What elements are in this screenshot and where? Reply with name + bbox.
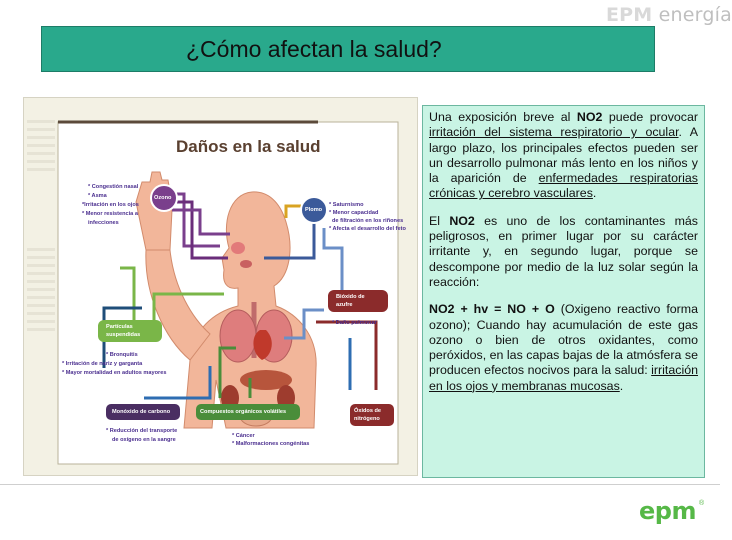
epm-energia-logo xyxy=(606,4,732,26)
badge-oxidos-2: nitrógeno xyxy=(354,416,380,422)
p1-text-c: puede provocar xyxy=(602,110,698,124)
monoxido-effect-1: * Reducción del transporte xyxy=(106,428,178,434)
plomo-effect-2: * Menor capacidad xyxy=(329,210,379,216)
plomo-effect-1: * Saturnismo xyxy=(329,202,364,208)
epm-footer-logo: epm xyxy=(639,497,696,525)
no2-info-textbox xyxy=(422,105,705,478)
badge-azufre-1: Bióxido de xyxy=(336,294,365,300)
ozono-effect-3: *Irritación en los ojos xyxy=(82,202,139,208)
plomo-effect-3: de filtración en los riñones xyxy=(332,218,404,224)
p3-text-b: (Oxigeno reactivo forma ozono); Cuando hay acumulación de este gas ozono o bien de otros oxidantes, como peróxidos, en las capas bajas de la atmósfera se producen efectos nocivos para la salud: xyxy=(429,302,698,378)
p3-text-d: . xyxy=(619,378,624,393)
compuestos-effect-1: * Cáncer xyxy=(232,433,255,439)
brand-part-energia: energía xyxy=(652,4,732,26)
ozono-effect-5: infecciones xyxy=(88,220,119,226)
particulas-effect-2: * Irritación de nariz y garganta xyxy=(62,361,143,367)
badge-particulas-2: suspendidas xyxy=(106,332,141,338)
ozono-effect-1: * Congestión nasal xyxy=(88,184,139,190)
p3-irritation: irritación en los ojos y membranas mucosas xyxy=(429,363,698,393)
p2-text-a: El xyxy=(429,213,450,228)
paragraph-3 xyxy=(429,302,698,394)
registered-mark: ® xyxy=(699,500,705,507)
ozono-effect-4: * Menor resistencia a xyxy=(82,211,138,217)
p1-text-a: Una exposición breve al xyxy=(429,110,577,124)
p1-irritation: irritación del sistema respiratorio y ocular xyxy=(429,125,679,140)
compuestos-effect-2: * Malformaciones congénitas xyxy=(232,441,310,447)
figure-title: Daños en la salud xyxy=(176,137,321,156)
azufre-effect-1: * Daño pulmonar xyxy=(332,320,377,326)
striped-margin xyxy=(27,120,55,331)
p3-reaction: NO2 + hv = NO + O xyxy=(429,302,555,317)
p1-diseases: enfermedades respiratorias crónicas y cerebro vasculares xyxy=(429,171,698,201)
plomo-effect-4: * Afecta el desarrollo del feto xyxy=(329,226,406,232)
paragraph-2 xyxy=(429,214,698,290)
slide-title: ¿Cómo afectan la salud? xyxy=(186,36,442,62)
ozono-effect-2: * Asma xyxy=(88,193,107,199)
p1-text-g: . xyxy=(592,186,597,201)
brand-part-epm: EPM xyxy=(606,4,653,26)
badge-oxidos-1: Óxidos de xyxy=(354,408,382,414)
p2-text-c: es uno de los contaminantes más peligrosos, en primer lugar por su carácter irritante y, en segundo lugar, porque se descompone por medio de la luz solar según la reacción: xyxy=(429,213,698,289)
health-damage-figure xyxy=(23,97,418,476)
badge-particulas-1: Partículas xyxy=(106,324,133,330)
badge-compuestos: Compuestos orgánicos volátiles xyxy=(200,409,287,415)
monoxido-effect-2: de oxígeno en la sangre xyxy=(112,437,176,443)
badge-monoxido: Monóxido de carbono xyxy=(112,409,171,415)
badge-azufre-2: azufre xyxy=(336,302,353,308)
p1-no2: NO2 xyxy=(576,110,603,124)
badge-ozono: Ozono xyxy=(154,195,172,201)
particulas-effect-1: * Bronquitis xyxy=(106,352,138,358)
badge-plomo: Plomo xyxy=(305,207,323,213)
paragraph-1 xyxy=(429,110,698,202)
p1-text-e: . A largo plazo, los principales efectos pueden ser un desarrollo pulmonar más lento en los niños y la aparición de xyxy=(429,125,699,186)
footer-divider xyxy=(0,484,720,485)
p2-no2: NO2 xyxy=(449,213,475,228)
particulas-effect-3: * Mayor mortalidad en adultos mayores xyxy=(62,370,167,376)
